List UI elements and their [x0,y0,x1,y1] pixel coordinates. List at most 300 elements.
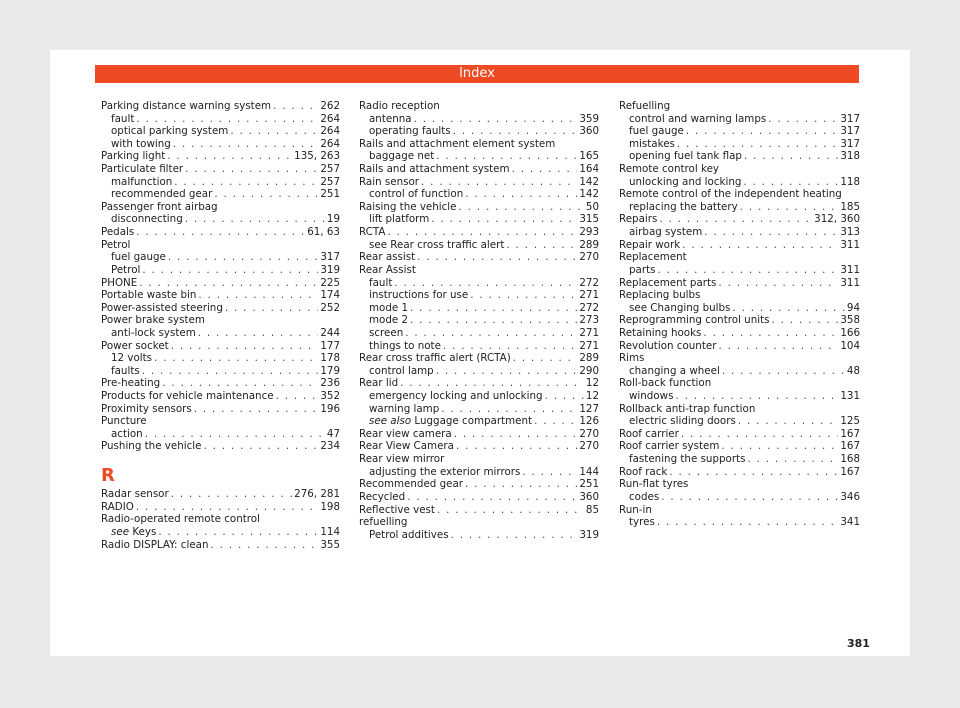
dot-leader [198,289,318,302]
entry-page-ref: 289 [579,238,599,251]
dot-leader [136,226,305,239]
entry-term [369,415,532,428]
dot-leader [273,100,318,113]
index-entry [359,100,599,113]
entry-term: instructions for use [369,289,469,302]
entry-term [111,526,156,539]
entry-term: Proximity sensors [101,402,192,415]
index-subentry [101,526,340,539]
entry-page-ref: 264 [320,125,340,138]
dot-leader [168,251,318,264]
index-subentry [359,466,599,479]
entry-term: Radio-operated remote control [101,513,260,526]
entry-term: replacing the battery [629,200,738,213]
entry-page-ref: 104 [840,339,860,352]
entry-term: mode 1 [369,301,409,314]
index-subentry [101,176,340,189]
dot-leader [173,138,319,151]
index-entry [101,415,340,428]
entry-term: airbag system [629,226,703,239]
index-entry [619,289,860,302]
index-subentry [619,365,860,378]
entry-page-ref: 317 [840,112,860,125]
dot-leader [747,453,838,466]
dot-leader [139,277,318,290]
dot-leader [465,478,577,491]
entry-page-ref: 360 [579,125,599,138]
dot-leader [703,327,838,340]
dot-leader [718,277,838,290]
index-subentry [619,390,860,403]
entry-term: Remote control key [619,163,719,176]
index-entry [101,539,340,552]
index-subentry [619,113,860,126]
index-subentry [619,453,860,466]
entry-term: Rails and attachment system [359,163,510,176]
dot-leader [171,340,319,353]
index-entry [619,188,860,201]
entry-term: codes [629,490,660,503]
dot-leader [681,428,838,441]
entry-page-ref: 127 [579,402,599,415]
index-entry [619,314,860,327]
entry-term: fault [369,276,393,289]
entry-term: Roll-back function [619,377,712,390]
dot-leader [142,264,318,277]
entry-page-ref: 262 [320,100,340,112]
index-entry [359,176,599,189]
entry-page-ref: 85 [585,503,599,516]
entry-page-ref: 317 [840,125,860,138]
dot-leader [669,466,838,479]
entry-term: Particulate filter [101,163,184,176]
entry-term: Remote control of the independent heating [619,188,842,201]
dot-leader [443,340,577,353]
index-entry [619,352,860,365]
dot-leader [522,466,577,479]
entry-term: Repair work [619,238,681,251]
entry-page-ref: 142 [579,175,599,188]
entry-page-ref: 271 [579,326,599,339]
index-entry [359,516,599,529]
index-subentry [101,138,340,151]
entry-page-ref: 270 [579,427,599,440]
dot-leader [136,113,318,126]
index-entry [101,302,340,315]
dot-leader [211,539,319,552]
dot-leader [414,113,578,126]
entry-term: adjusting the exterior mirrors [369,465,521,478]
dot-leader [441,403,577,416]
dot-leader [732,302,844,315]
dot-leader [225,302,318,315]
index-header: Index [95,65,859,83]
dot-leader [470,289,577,302]
entry-page-ref: 114 [320,526,340,539]
dot-leader [721,440,838,453]
entry-term: Recycled [359,490,406,503]
index-subentry [101,188,340,201]
entry-term: Power socket [101,339,169,352]
entry-term-text: Luggage compartment [414,415,533,428]
index-entry [359,226,599,239]
entry-term: fault [111,112,135,125]
dot-leader [410,302,577,315]
index-entry [101,277,340,290]
entry-page-ref: 312, 360 [814,213,860,226]
entry-page-ref: 355 [320,538,340,551]
entry-term: Radio DISPLAY: clean [101,538,209,551]
entry-page-ref: 341 [840,516,860,529]
entry-page-ref: 174 [320,289,340,302]
entry-term: Rear lid [359,377,399,390]
dot-leader [162,377,318,390]
entry-term: optical parking system [111,125,229,138]
entry-term: Rear View Camera [359,440,454,453]
dot-leader [394,277,577,290]
index-subentry [619,125,860,138]
dot-leader [431,213,577,226]
entry-page-ref: 313 [840,226,860,239]
index-entry [359,478,599,491]
index-subentry [359,113,599,126]
entry-term: control of function [369,188,464,201]
entry-term: Refuelling [619,100,671,112]
dot-leader [453,125,578,138]
dot-leader [661,491,838,504]
index-entry [101,239,340,252]
entry-term: Petrol [101,238,131,251]
dot-leader [276,390,319,403]
entry-page-ref: 319 [579,528,599,541]
dot-leader [451,529,578,542]
dot-leader [545,390,584,403]
entry-page-ref: 290 [579,364,599,377]
index-entry [619,251,860,264]
dot-leader [407,491,577,504]
dot-leader [506,239,577,252]
entry-page-ref: 251 [579,478,599,491]
dot-leader [400,377,584,390]
index-subentry [101,352,340,365]
entry-page-ref: 225 [320,276,340,289]
entry-page-ref: 257 [320,175,340,188]
dot-leader [204,440,319,453]
entry-term: Roof carrier [619,427,679,440]
entry-page-ref: 48 [846,364,860,377]
entry-page-ref: 47 [326,427,340,440]
dot-leader [405,327,577,340]
entry-term: Puncture [101,415,147,428]
index-entry [359,491,599,504]
dot-leader [512,163,578,176]
entry-term: screen [369,326,404,339]
entry-term: operating faults [369,125,451,138]
entry-page-ref: 61, 63 [307,226,340,239]
entry-page-ref: 319 [320,263,340,276]
index-subentry [101,125,340,138]
entry-term: Rear cross traffic alert (RCTA) [359,352,511,365]
entry-term: Rear Assist [359,263,416,276]
entry-term: windows [629,390,674,403]
entry-term-text: Keys [132,526,157,539]
index-entry [619,277,860,290]
entry-term: anti-lock system [111,326,196,339]
entry-page-ref: 166 [840,326,860,339]
index-subentry [101,428,340,441]
entry-term: control lamp [369,364,434,377]
entry-page-ref: 311 [840,238,860,251]
dot-leader [657,516,839,529]
entry-term: Power-assisted steering [101,301,223,314]
entry-term: faults [111,364,140,377]
entry-term: control and warning lamps [629,112,767,125]
dot-leader [459,201,584,214]
index-subentry [359,125,599,138]
dot-leader [136,501,318,514]
dot-leader [743,176,838,189]
index-entry [359,264,599,277]
entry-page-ref: 311 [840,276,860,289]
index-entry [101,100,340,113]
entry-page-ref: 177 [320,339,340,352]
index-entry [359,453,599,466]
entry-term: unlocking and locking [629,175,742,188]
index-subentry [619,415,860,428]
dot-leader [174,176,318,189]
index-subentry [101,113,340,126]
entry-term: PHONE [101,276,138,289]
index-entry [101,501,340,514]
entry-page-ref: 270 [579,251,599,264]
index-column-3 [619,100,860,529]
index-subentry [359,529,599,542]
entry-page-ref: 131 [840,390,860,403]
dot-leader [513,352,578,365]
dot-leader [465,188,577,201]
index-entry [101,403,340,416]
entry-page-ref: 264 [320,112,340,125]
index-subentry [619,264,860,277]
entry-page-ref: 144 [579,465,599,478]
entry-page-ref: 165 [579,150,599,163]
entry-page-ref: 236 [320,377,340,390]
index-entry [619,403,860,416]
index-subentry [359,403,599,416]
entry-term: Reflective vest [359,503,435,516]
entry-page-ref: 293 [579,226,599,239]
index-entry [101,163,340,176]
entry-page-ref: 167 [840,427,860,440]
index-entry [101,513,340,526]
entry-page-ref: 142 [579,188,599,201]
index-subentry [359,327,599,340]
entry-term: antenna [369,112,412,125]
entry-term: Replacement [619,251,687,264]
entry-term: things to note [369,339,441,352]
entry-term: Radio reception [359,100,440,112]
entry-term: Products for vehicle maintenance [101,390,274,403]
entry-page-ref: 315 [579,213,599,226]
entry-page-ref: 12 [585,377,599,390]
index-entry [101,289,340,302]
index-entry [619,466,860,479]
index-entry [359,201,599,214]
index-subentry [619,516,860,529]
index-entry [101,377,340,390]
entry-term: Parking distance warning system [101,100,272,112]
index-entry [619,478,860,491]
dot-leader [740,201,839,214]
entry-term: electric sliding doors [629,415,736,428]
entry-page-ref: 178 [320,352,340,365]
dot-leader [185,163,318,176]
index-subentry [619,138,860,151]
entry-page-ref: 94 [846,301,860,314]
entry-term: Petrol additives [369,528,449,541]
index-entry [359,428,599,441]
entry-term: Replacement parts [619,276,717,289]
entry-page-ref: 359 [579,112,599,125]
entry-term: emergency locking and unlocking [369,390,543,403]
dot-leader [158,526,318,539]
dot-leader [436,150,577,163]
dot-leader [387,226,577,239]
dot-leader [171,488,292,501]
index-entry [101,390,340,403]
entry-term: fastening the supports [629,453,746,466]
dot-leader [214,188,318,201]
entry-term: Petrol [111,263,141,276]
entry-term: Revolution counter [619,339,717,352]
entry-page-ref: 196 [320,402,340,415]
index-entry [101,150,340,163]
entry-page-ref: 234 [320,440,340,453]
index-entry [619,239,860,252]
index-subentry [619,226,860,239]
dot-leader [230,125,318,138]
entry-term: warning lamp [369,402,440,415]
entry-term: fuel gauge [629,125,684,138]
index-subentry [101,327,340,340]
entry-term: Reprogramming control units [619,314,770,327]
dot-leader [738,415,839,428]
index-subentry [359,289,599,302]
index-entry [359,251,599,264]
index-subentry [359,340,599,353]
entry-term: 12 volts [111,352,153,365]
index-entry [101,340,340,353]
index-entry [101,440,340,453]
entry-page-ref: 272 [579,276,599,289]
entry-term: Passenger front airbag [101,200,218,213]
entry-term: tyres [629,516,655,529]
index-subentry [359,390,599,403]
dot-leader [145,428,325,441]
dot-leader [677,138,838,151]
entry-term: Run-in [619,503,652,516]
dot-leader [198,327,319,340]
index-subentry [619,201,860,214]
dot-leader [772,314,839,327]
entry-term: Pushing the vehicle [101,440,202,453]
entry-page-ref: 244 [320,326,340,339]
dot-leader [154,352,318,365]
index-subentry [619,176,860,189]
dot-leader [456,440,577,453]
index-entry [101,488,340,501]
entry-page-ref: 352 [320,390,340,403]
entry-page-ref: 198 [320,500,340,513]
entry-term: Parking light [101,150,166,163]
entry-term: RCTA [359,226,386,239]
entry-term: mistakes [629,137,675,150]
entry-page-ref: 273 [579,314,599,327]
index-subentry [359,188,599,201]
entry-page-ref: 252 [320,301,340,314]
entry-term: Portable waste bin [101,289,197,302]
entry-term: Run-flat tyres [619,478,689,491]
entry-term: action [111,427,143,440]
index-subentry [359,415,599,428]
entry-term: disconnecting [111,213,183,226]
dot-leader [657,264,838,277]
entry-page-ref: 12 [585,390,599,403]
index-entry [359,163,599,176]
dot-leader [718,340,838,353]
index-entry [359,504,599,517]
index-subentry [101,213,340,226]
dot-leader [534,415,577,428]
dot-leader [768,113,838,126]
dot-leader [167,150,292,163]
dot-leader [722,365,845,378]
entry-term: Pre-heating [101,377,161,390]
index-subentry [359,150,599,163]
entry-term: recommended gear [111,188,213,201]
dot-leader [436,365,578,378]
index-entry [619,340,860,353]
dot-leader [675,390,838,403]
index-subentry [359,213,599,226]
index-subentry [619,302,860,315]
index-entry [619,377,860,390]
entry-term: Pedals [101,226,135,239]
dot-leader [686,125,838,138]
see-reference-prefix: see [111,526,133,539]
entry-page-ref: 358 [840,314,860,327]
entry-term: lift platform [369,213,430,226]
entry-term: Raising the vehicle [359,200,457,213]
index-entry [619,100,860,113]
entry-page-ref: 276, 281 [294,488,340,501]
entry-term: mode 2 [369,314,409,327]
entry-term: Rain sensor [359,175,420,188]
entry-page-ref: 185 [840,200,860,213]
entry-page-ref: 272 [579,301,599,314]
entry-term: Rails and attachment element system [359,137,556,150]
dot-leader [682,239,838,252]
section-letter: R [101,465,115,487]
index-column-1 [101,100,340,551]
index-subentry [619,150,860,163]
index-subentry [359,239,599,252]
entry-page-ref: 271 [579,339,599,352]
entry-page-ref: 270 [579,440,599,453]
index-entry [101,226,340,239]
dot-leader [421,176,577,189]
see-reference-prefix: see also [369,415,415,428]
